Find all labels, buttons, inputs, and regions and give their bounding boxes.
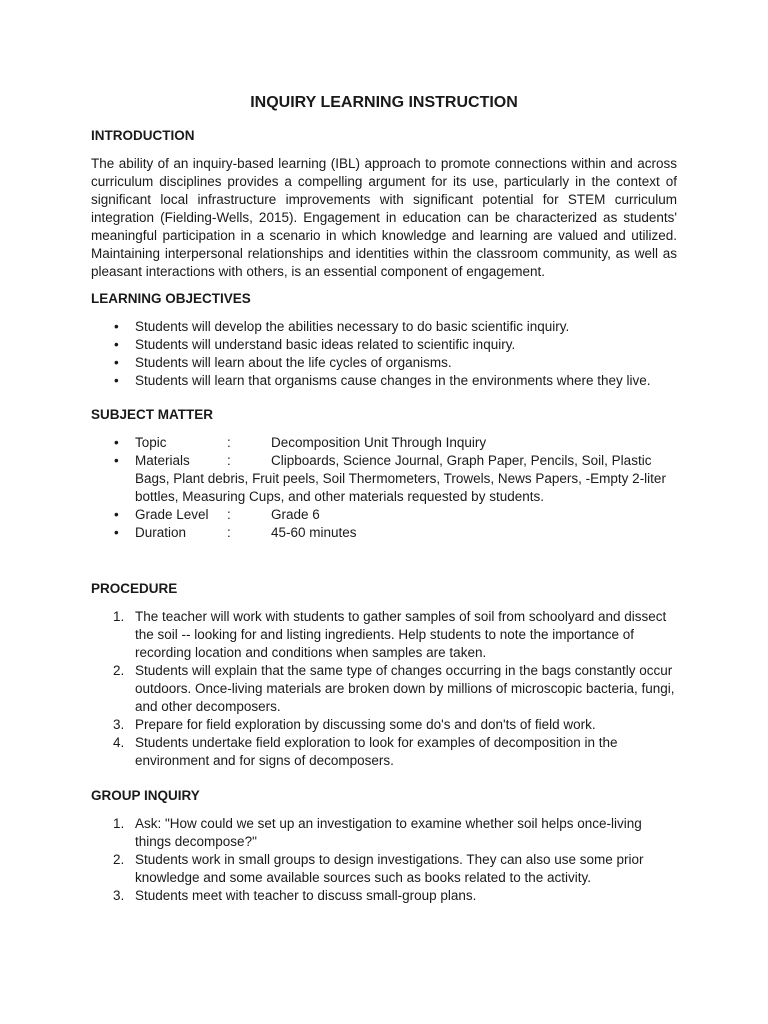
subject-item-materials <box>91 452 677 506</box>
list-number: 3. <box>113 717 125 732</box>
subject-separator: : <box>227 525 231 540</box>
list-item-text: Students work in small groups to design investigations. They can also use some prior knowledge and some available sources such as books related to the activity. <box>135 852 644 885</box>
procedure-heading: PROCEDURE <box>91 581 178 596</box>
list-item: • Students will understand basic ideas related to scientific inquiry. <box>91 336 677 354</box>
procedure-list <box>91 608 677 770</box>
subject-value: 45-60 minutes <box>271 525 357 540</box>
subject-matter-list <box>91 434 677 542</box>
list-item <box>91 815 677 851</box>
subject-separator: : <box>227 435 231 450</box>
list-item <box>91 734 677 770</box>
list-item: • Students will learn about the life cycles of organisms. <box>91 354 677 372</box>
list-item-text: Students meet with teacher to discuss small-group plans. <box>135 888 477 903</box>
list-number: 4. <box>113 735 125 750</box>
subject-item-topic <box>91 434 677 452</box>
list-item: • Students will develop the abilities necessary to do basic scientific inquiry. <box>91 318 677 336</box>
subject-label: • Topic <box>135 435 167 450</box>
subject-matter-heading: SUBJECT MATTER <box>91 407 214 422</box>
subject-value-continuation: Bags, Plant debris, Fruit peels, Soil Thermometers, Trowels, News Papers, -Empty 2-liter bottles, Measuring Cups, and other materials requested by students. <box>135 471 666 504</box>
subject-label: • Grade Level <box>135 507 209 522</box>
list-number: 2. <box>113 852 125 867</box>
list-number: 1. <box>113 609 125 624</box>
group-inquiry-heading: GROUP INQUIRY <box>91 788 200 803</box>
list-item-text: Ask: "How could we set up an investigation to examine whether soil helps once-living things decompose?" <box>135 816 642 849</box>
list-item <box>91 887 677 905</box>
list-item <box>91 851 677 887</box>
subject-label: • Duration <box>135 525 187 540</box>
list-item-text: Prepare for field exploration by discussing some do's and don'ts of field work. <box>135 717 596 732</box>
document-title: INQUIRY LEARNING INSTRUCTION <box>250 94 518 111</box>
subject-item-duration <box>91 524 677 542</box>
list-number: 2. <box>113 663 125 678</box>
group-inquiry-list <box>91 815 677 905</box>
subject-label: • Materials <box>135 453 190 468</box>
list-number: 1. <box>113 816 125 831</box>
list-item-text: The teacher will work with students to gather samples of soil from schoolyard and dissect the soil -- looking for and listing ingredients. Help students to note the importance of recording location and conditions when samples are taken. <box>135 609 667 660</box>
list-item <box>91 716 677 734</box>
list-item <box>91 662 677 716</box>
subject-value: Grade 6 <box>271 507 320 522</box>
subject-item-grade-level <box>91 506 677 524</box>
list-item: • Students will learn that organisms cause changes in the environments where they live. <box>91 372 677 390</box>
list-item <box>91 608 677 662</box>
introduction-heading: INTRODUCTION <box>91 128 195 143</box>
subject-value: Decomposition Unit Through Inquiry <box>271 435 487 450</box>
introduction-paragraph: The ability of an inquiry-based learning (IBL) approach to promote connections within and across curriculum disciplines provides a compelling argument for its use, particularly in the context of significant local infrastructure improvements with significant potential for STEM curriculum integration (Fielding-Wells, 2015). Engagement in education can be characterized as students' meaningful participation in a scenario in which knowledge and learning are valued and utilized. Maintaining interpersonal relationships and identities within the classroom community, as well as pleasant interactions with others, is an essential component of engagement. <box>91 156 677 279</box>
list-item-text: Students will explain that the same type of changes occurring in the bags constantly occur outdoors. Once-living materials are broken down by millions of microscopic bacteria, fungi, and other decomposers. <box>135 663 675 714</box>
subject-separator: : <box>227 453 231 468</box>
list-item-text: Students undertake field exploration to look for examples of decomposition in the environment and for signs of decomposers. <box>135 735 618 768</box>
subject-separator: : <box>227 507 231 522</box>
objectives-list <box>91 318 677 390</box>
subject-value: Clipboards, Science Journal, Graph Paper, Pencils, Soil, Plastic <box>271 453 652 468</box>
objectives-heading: LEARNING OBJECTIVES <box>91 291 251 306</box>
list-number: 3. <box>113 888 125 903</box>
